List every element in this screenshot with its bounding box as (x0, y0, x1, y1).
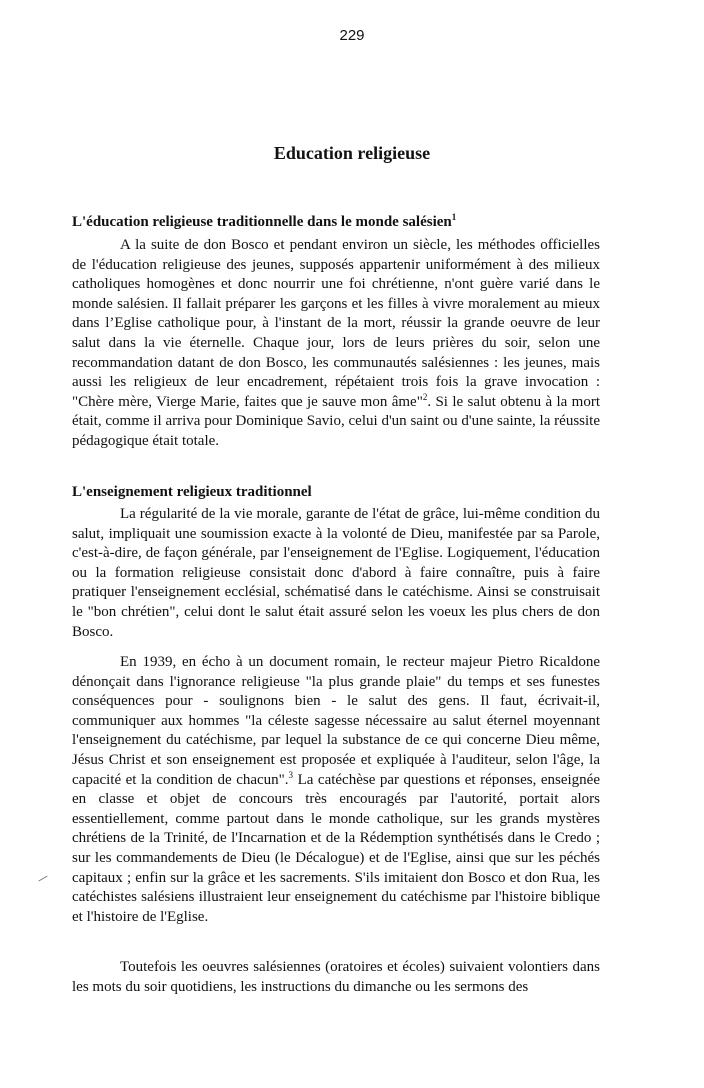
section-heading-traditional-teaching: L'enseignement religieux traditionnel (72, 484, 312, 500)
paragraph-text: La régularité de la vie morale, garante de l'état de grâce, lui-même condition du salut, impliquait une soumission exacte à la volonté de Dieu, manifestée par sa Parole, c'est-à-dire, de façon générale, par l'enseignement de l'Eglise. Logiquement, l'éducation ou la formation religieuse consistait donc d'abord à faire connaître, puis à faire pratiquer l'enseignement ecclésial, schématisé dans le catéchisme. Ainsi se construisait le "bon chrétien", celui dont le salut était assuré selon les voeux les plus chers de don Bosco. (72, 506, 600, 640)
footnote-ref-2: 2 (422, 391, 428, 402)
paragraph-moral-life (72, 505, 600, 642)
paragraph-text-tail: . Si le salut obtenu à la mort était, comme il arriva pour Dominique Savio, celui d'un saint ou d'une sainte, la réussite pédagogique était totale. (72, 393, 600, 449)
paragraph-text: Toutefois les oeuvres salésiennes (oratoires et écoles) suivaient volontiers dans les mots du soir quotidiens, les instructions du dimanche ou les sermons des (72, 959, 600, 995)
margin-mark (38, 876, 47, 882)
page-number: 229 (339, 27, 365, 44)
page-title: Education religieuse (273, 143, 431, 163)
footnote-ref-3: 3 (288, 769, 294, 780)
paragraph-text: A la suite de don Bosco et pendant environ un siècle, les méthodes officielles de l'éducation religieuse des jeunes, supposés appartenir uniformément à des milieux catholiques homogènes et donc nourrir une foi chrétienne, n'ont guère varié dans le monde salésien. Il fallait préparer les garçons et les filles à vivre moralement au mieux dans l’Eglise catholique pour, à l'instant de la mort, réussir la grande oeuvre de leur salut dans la vie éternelle. Chaque jour, lors de leurs prières du soir, selon une recommandation datant de don Bosco, les communautés salésiennes : les jeunes, mais aussi les religieux de leur encadrement, répétaient trois fois la grave invocation : "Chère mère, Vierge Marie, faites que je sauve mon âme" (72, 237, 600, 410)
section-heading-text: L'éducation religieuse traditionnelle dans le monde salésien (72, 214, 452, 230)
paragraph-ricaldone (72, 653, 600, 927)
footnote-ref-1: 1 (451, 212, 457, 222)
paragraph-text-tail: La catéchèse par questions et réponses, enseignée en classe et objet de concours très encouragés par l'autorité, portait alors essentiellement, comme partout dans le monde catholique, sur les grands mystères chrétiens de la Trinité, de l'Incarnation et de la Rédemption synthétisés dans le Credo ; sur les commandements de Dieu (le Décalogue) et de l'Eglise, ainsi que sur les péchés capitaux ; enfin sur la grâce et les sacrements. S'ils imitaient don Bosco et don Rua, les catéchistes salésiens illustraient leur enseignement du catéchisme par l'histoire biblique et l'histoire de l'Eglise. (72, 771, 600, 925)
paragraph-text: En 1939, en écho à un document romain, le recteur majeur Pietro Ricaldone dénonçait dans l'ignorance religieuse "la plus grande plaie" du temps et ses funestes conséquences pour - soulignons bien - le salut des gens. Il faut, écrivait-il, communiquer aux hommes "la céleste sagesse nécessaire au salut éternel moyennant l'enseignement du catéchisme, par lequel la substance de ce qui concerne Dieu même, Jésus Christ et son enseignement est proposée et expliquée à l'auditeur, selon l'âge, la capacité et la condition de chacun". (72, 654, 600, 788)
paragraph-salesian-tradition (72, 236, 600, 452)
section-heading-salesian-tradition (72, 214, 632, 231)
paragraph-salesian-works (72, 958, 600, 997)
